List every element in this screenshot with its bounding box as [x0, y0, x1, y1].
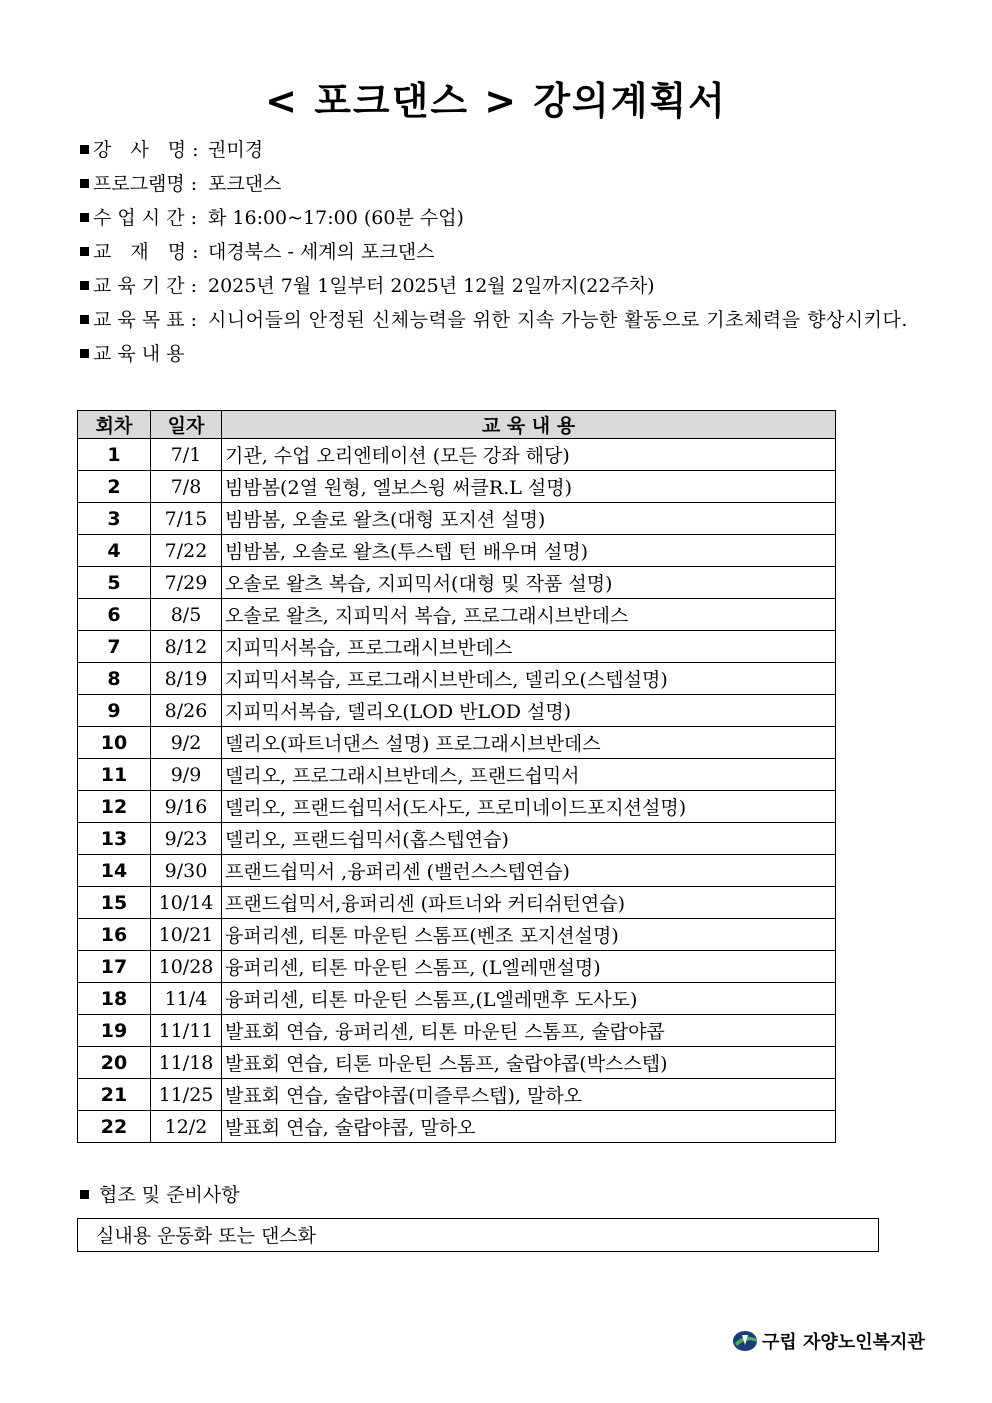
table-row [78, 535, 836, 567]
session-date: 11/11 [151, 1015, 222, 1047]
session-content: 지피믹서복습, 프로그래시브반데스, 델리오(스텝설명) [222, 663, 836, 695]
table-row [78, 727, 836, 759]
session-number: 16 [78, 919, 151, 951]
session-number: 21 [78, 1079, 151, 1111]
session-content: 발표회 연습, 술랍야콥, 말하오 [222, 1111, 836, 1143]
session-date: 8/12 [151, 631, 222, 663]
table-row [78, 951, 836, 983]
info-row-instructor [80, 133, 930, 167]
table-row [78, 631, 836, 663]
table-row [78, 471, 836, 503]
session-content: 오솔로 왈츠, 지피믹서 복습, 프로그래시브반데스 [222, 599, 836, 631]
session-content: 델리오, 프랜드쉽믹서(홉스텝연습) [222, 823, 836, 855]
table-row [78, 983, 836, 1015]
session-date: 11/4 [151, 983, 222, 1015]
bullet-icon [80, 1190, 89, 1199]
info-row-period [80, 269, 930, 303]
table-row [78, 503, 836, 535]
prep-box [77, 1218, 879, 1252]
table-row [78, 855, 836, 887]
session-date: 12/2 [151, 1111, 222, 1143]
session-number: 18 [78, 983, 151, 1015]
info-row-goal [80, 303, 930, 337]
session-number: 5 [78, 567, 151, 599]
session-number: 19 [78, 1015, 151, 1047]
session-content: 발표회 연습, 티톤 마운틴 스톰프, 술랍야콥(박스스텝) [222, 1047, 836, 1079]
info-row-program [80, 167, 930, 201]
session-content: 오솔로 왈츠 복습, 지피믹서(대형 및 작품 설명) [222, 567, 836, 599]
info-value: 권미경 [208, 139, 264, 161]
session-content: 발표회 연습, 융퍼리센, 티톤 마운틴 스톰프, 술랍야콥 [222, 1015, 836, 1047]
session-date: 8/19 [151, 663, 222, 695]
session-content: 델리오(파트너댄스 설명) 프로그래시브반데스 [222, 727, 836, 759]
bullet-icon [80, 145, 89, 154]
session-date: 7/8 [151, 471, 222, 503]
info-label: 강 사 명 : [93, 139, 199, 161]
session-number: 17 [78, 951, 151, 983]
session-number: 13 [78, 823, 151, 855]
session-content: 델리오, 프로그래시브반데스, 프랜드쉽믹서 [222, 759, 836, 791]
session-content: 발표회 연습, 술랍야콥(미즐루스텝), 말하오 [222, 1079, 836, 1111]
prep-text: 실내용 운동화 또는 댄스화 [96, 1225, 317, 1247]
table-row [78, 919, 836, 951]
session-content: 프랜드쉽믹서,융퍼리센 (파트너와 커티쉬턴연습) [222, 887, 836, 919]
session-number: 1 [78, 439, 151, 471]
session-content: 델리오, 프랜드쉽믹서(도사도, 프로미네이드포지션설명) [222, 791, 836, 823]
logo-text: 구립 자양노인복지관 [762, 1332, 925, 1353]
prep-heading: 협조 및 준비사항 [99, 1184, 240, 1206]
session-number: 2 [78, 471, 151, 503]
session-number: 3 [78, 503, 151, 535]
info-label: 교 육 기 간 : [93, 275, 197, 297]
session-date: 8/5 [151, 599, 222, 631]
session-number: 14 [78, 855, 151, 887]
table-row [78, 823, 836, 855]
session-date: 10/28 [151, 951, 222, 983]
session-number: 10 [78, 727, 151, 759]
table-row [78, 439, 836, 471]
session-date: 7/29 [151, 567, 222, 599]
session-date: 9/16 [151, 791, 222, 823]
session-number: 4 [78, 535, 151, 567]
table-header-row [78, 411, 836, 439]
table-row [78, 567, 836, 599]
info-label: 교 육 목 표 : [93, 309, 197, 331]
session-content: 빔밤봄(2열 원형, 엘보스윙 써클R.L 설명) [222, 471, 836, 503]
session-date: 11/18 [151, 1047, 222, 1079]
content-heading: 교 육 내 용 [93, 343, 185, 365]
header-date: 일자 [151, 411, 222, 439]
bullet-icon [80, 247, 89, 256]
bullet-icon [80, 179, 89, 188]
table-row [78, 1111, 836, 1143]
prep-heading-row [80, 1180, 240, 1207]
info-row-time [80, 201, 930, 235]
bullet-icon [80, 281, 89, 290]
bullet-icon [80, 349, 89, 358]
table-row [78, 1079, 836, 1111]
session-number: 7 [78, 631, 151, 663]
session-content: 지피믹서복습, 프로그래시브반데스 [222, 631, 836, 663]
session-number: 20 [78, 1047, 151, 1079]
table-row [78, 663, 836, 695]
session-content: 빔밤봄, 오솔로 왈츠(대형 포지션 설명) [222, 503, 836, 535]
info-value: 대경북스 - 세계의 포크댄스 [208, 241, 435, 263]
page-title: < 포크댄스 > 강의계획서 [265, 79, 727, 123]
session-date: 9/30 [151, 855, 222, 887]
table-row [78, 695, 836, 727]
session-number: 15 [78, 887, 151, 919]
info-row-textbook [80, 235, 930, 269]
session-date: 8/26 [151, 695, 222, 727]
table-row [78, 759, 836, 791]
session-content: 지피믹서복습, 델리오(LOD 반LOD 설명) [222, 695, 836, 727]
institution-logo [732, 1328, 925, 1354]
session-content: 빔밤봄, 오솔로 왈츠(투스텝 턴 배우며 설명) [222, 535, 836, 567]
session-number: 22 [78, 1111, 151, 1143]
session-content: 프랜드쉽믹서 ,융퍼리센 (밸런스스텝연습) [222, 855, 836, 887]
session-date: 9/23 [151, 823, 222, 855]
lesson-plan-table [77, 410, 836, 1143]
session-date: 7/15 [151, 503, 222, 535]
session-content: 기관, 수업 오리엔테이션 (모든 강좌 해당) [222, 439, 836, 471]
header-content: 교 육 내 용 [222, 411, 836, 439]
session-number: 6 [78, 599, 151, 631]
info-label: 수 업 시 간 : [93, 207, 197, 229]
session-date: 9/9 [151, 759, 222, 791]
table-row [78, 1047, 836, 1079]
info-value: 화 16:00~17:00 (60분 수업) [208, 207, 464, 229]
session-number: 11 [78, 759, 151, 791]
session-content: 융퍼리센, 티톤 마운틴 스톰프(벤조 포지션설명) [222, 919, 836, 951]
session-date: 7/1 [151, 439, 222, 471]
bullet-icon [80, 213, 89, 222]
table-row [78, 791, 836, 823]
logo-emblem-icon [732, 1329, 760, 1353]
header-session: 회차 [78, 411, 151, 439]
session-date: 11/25 [151, 1079, 222, 1111]
session-content: 융퍼리센, 티톤 마운틴 스톰프, (L엘레맨설명) [222, 951, 836, 983]
info-value: 포크댄스 [208, 173, 282, 195]
bullet-icon [80, 315, 89, 324]
session-date: 7/22 [151, 535, 222, 567]
table-row [78, 887, 836, 919]
content-heading-row [80, 337, 930, 371]
info-section [80, 133, 930, 371]
session-date: 10/21 [151, 919, 222, 951]
session-number: 9 [78, 695, 151, 727]
session-number: 8 [78, 663, 151, 695]
info-label: 교 재 명 : [93, 241, 199, 263]
info-value: 시니어들의 안정된 신체능력을 위한 지속 가능한 활동으로 기초체력을 향상시키다. [208, 309, 908, 331]
table-row [78, 599, 836, 631]
info-label: 프로그램명 : [93, 173, 198, 195]
session-number: 12 [78, 791, 151, 823]
info-value: 2025년 7월 1일부터 2025년 12월 2일까지(22주차) [208, 275, 655, 297]
session-date: 10/14 [151, 887, 222, 919]
session-date: 9/2 [151, 727, 222, 759]
session-content: 융퍼리센, 티톤 마운틴 스톰프,(L엘레맨후 도사도) [222, 983, 836, 1015]
table-row [78, 1015, 836, 1047]
